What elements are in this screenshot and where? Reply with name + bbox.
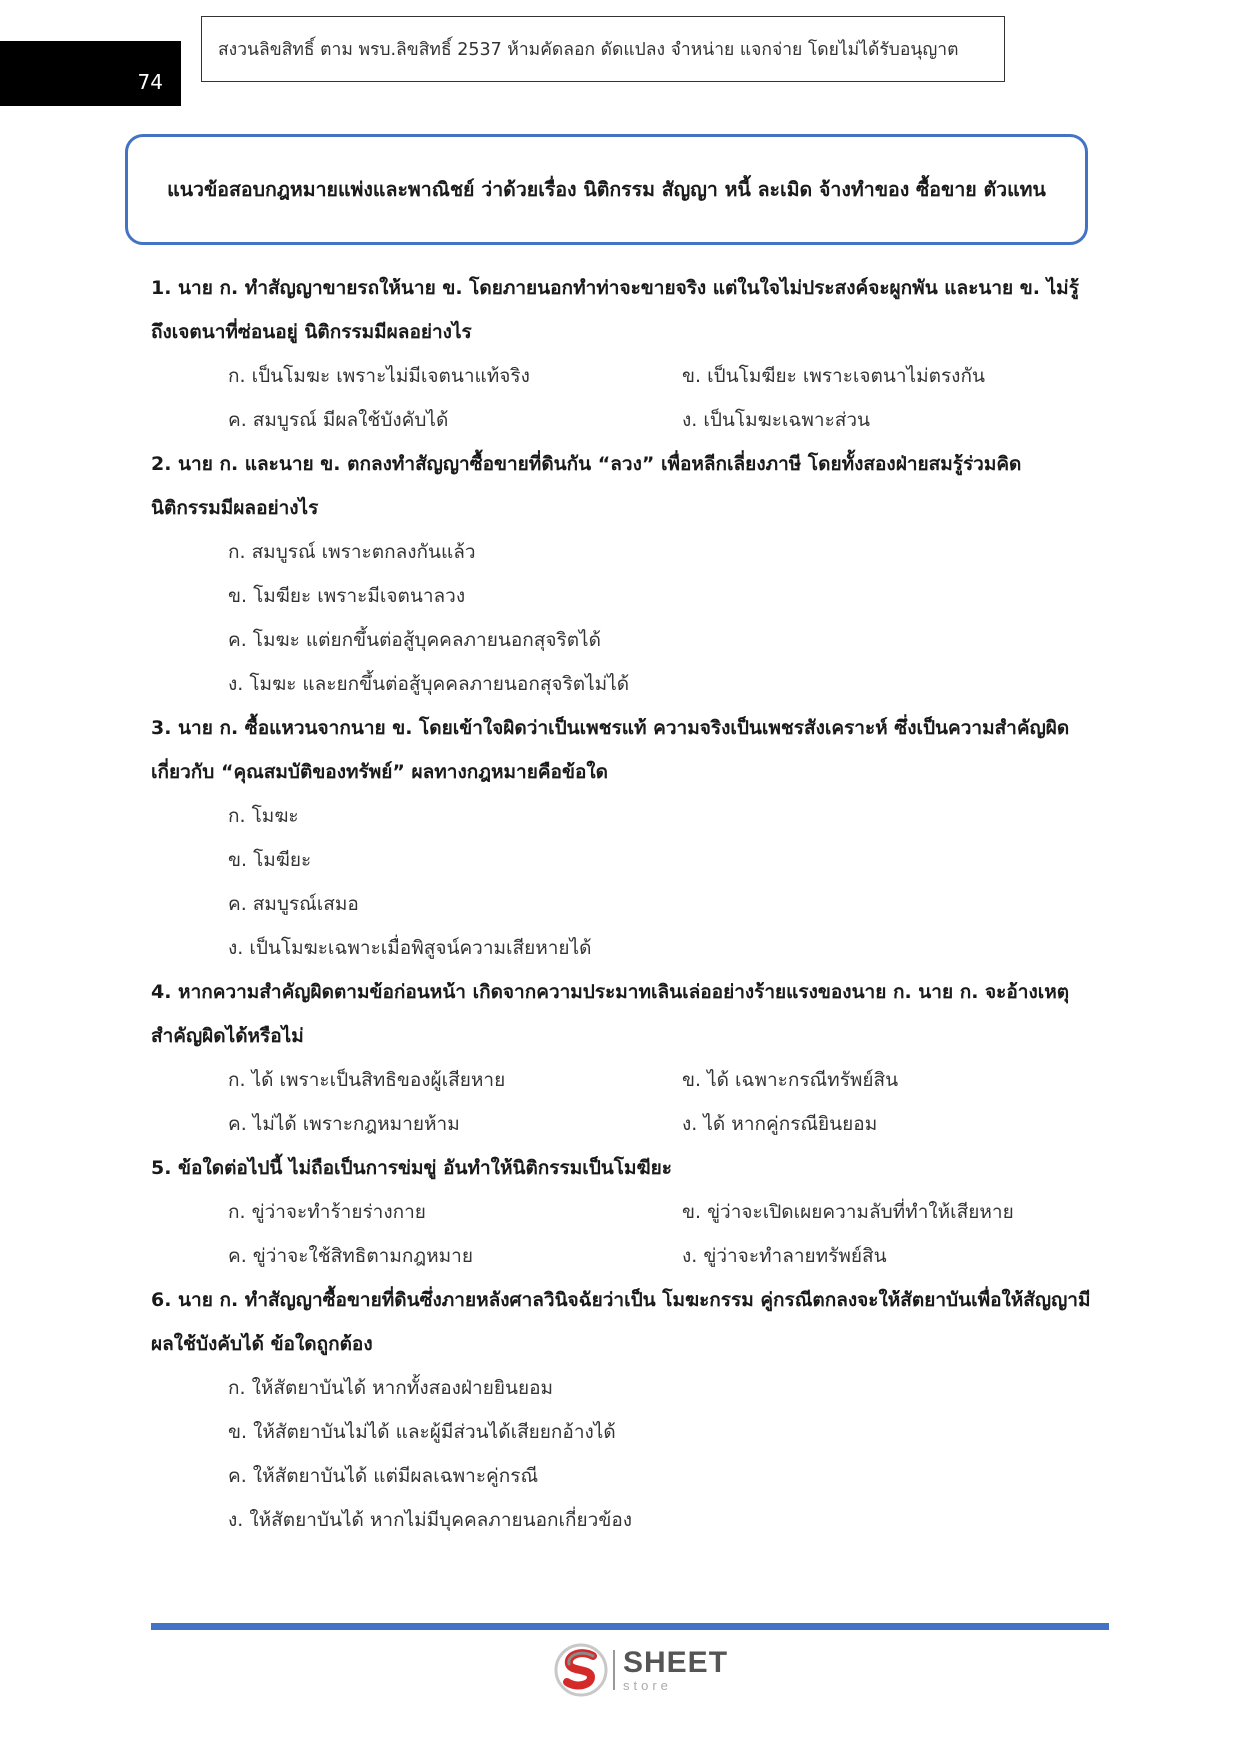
page-number-box [0,41,181,106]
section-title: แนวข้อสอบกฎหมายแพ่งและพาณิชย์ ว่าด้วยเรื่อง นิติกรรม สัญญา หนี้ ละเมิด จ้างทำของ ซื้อขาย ตัวแทน [167,177,1046,201]
page-number: 74 [137,70,163,94]
option: ก. เป็นโมฆะ เพราะไม่มีเจตนาแท้จริง [228,365,530,387]
option: ง. ให้สัตยาบันได้ หากไม่มีบุคคลภายนอกเกี่ยวข้อง [228,1509,633,1531]
options-row [151,1058,1091,1102]
option: ค. ขู่ว่าจะใช้สิทธิตามกฎหมาย [228,1245,473,1267]
option: ง. เป็นโมฆะเฉพาะเมื่อพิสูจน์ความเสียหายได้ [228,937,592,959]
option: ข. เป็นโมฆียะ เพราะเจตนาไม่ตรงกัน [682,365,985,387]
options-row [151,1102,1091,1146]
option: ก. ให้สัตยาบันได้ หากทั้งสองฝ่ายยินยอม [228,1377,554,1399]
question-5: 5. ข้อใดต่อไปนี้ ไม่ถือเป็นการข่มขู่ อันทำให้นิติกรรมเป็นโมฆียะ [151,1157,672,1179]
question-list [151,266,1091,1542]
option: ข. โมฆียะ เพราะมีเจตนาลวง [228,585,466,607]
question-3: 3. นาย ก. ซื้อแหวนจากนาย ข. โดยเข้าใจผิดว่าเป็นเพชรแท้ ความจริงเป็นเพชรสังเคราะห์ ซึ่งเป็นความสำคัญผิดเกี่ยวกับ “คุณสมบัติของทรัพย์” ผลทางกฎหมายคือข้อใด [151,717,1070,783]
logo-text [623,1648,728,1692]
option: ข. ให้สัตยาบันไม่ได้ และผู้มีส่วนได้เสียยกอ้างได้ [228,1421,616,1443]
option: ง. เป็นโมฆะเฉพาะส่วน [682,409,871,431]
section-title-box [125,134,1088,245]
option: ง. โมฆะ และยกขึ้นต่อสู้บุคคลภายนอกสุจริตไม่ได้ [228,673,630,695]
question-4: 4. หากความสำคัญผิดตามข้อก่อนหน้า เกิดจากความประมาทเลินเล่ออย่างร้ายแรงของนาย ก. นาย ก. จะอ้างเหตุสำคัญผิดได้หรือไม่ [151,981,1070,1047]
options-row [151,1190,1091,1234]
option: ค. สมบูรณ์เสมอ [228,893,359,915]
question-6: 6. นาย ก. ทำสัญญาซื้อขายที่ดินซึ่งภายหลังศาลวินิจฉัยว่าเป็น โมฆะกรรม คู่กรณีตกลงจะให้สัตยาบันเพื่อให้สัญญามีผลใช้บังคับได้ ข้อใดถูกต้อง [151,1289,1091,1355]
sheet-s-logo-icon [553,1642,609,1698]
logo-subtext: store [623,1678,672,1693]
option: ค. สมบูรณ์ มีผลใช้บังคับได้ [228,409,449,431]
option: ข. โมฆียะ [228,849,312,871]
option: ก. ขู่ว่าจะทำร้ายร่างกาย [228,1201,426,1223]
logo-divider [613,1650,615,1690]
option: ค. โมฆะ แต่ยกขึ้นต่อสู้บุคคลภายนอกสุจริตได้ [228,629,601,651]
options-row [151,398,1091,442]
copyright-notice: สงวนลิขสิทธิ์ ตาม พรบ.ลิขสิทธิ์ 2537 ห้ามคัดลอก ดัดแปลง จำหน่าย แจกจ่าย โดยไม่ได้รับอนุญาต [201,16,1005,82]
question-2: 2. นาย ก. และนาย ข. ตกลงทำสัญญาซื้อขายที่ดินกัน “ลวง” เพื่อหลีกเลี่ยงภาษี โดยทั้งสองฝ่ายสมรู้ร่วมคิด นิติกรรมมีผลอย่างไร [151,453,1022,519]
options-row [151,1234,1091,1278]
option: ง. ขู่ว่าจะทำลายทรัพย์สิน [682,1245,887,1267]
logo-wordmark: SHEET [623,1646,729,1679]
option: ก. ได้ เพราะเป็นสิทธิของผู้เสียหาย [228,1069,506,1091]
option: ข. ได้ เฉพาะกรณีทรัพย์สิน [682,1069,899,1091]
question-1: 1. นาย ก. ทำสัญญาขายรถให้นาย ข. โดยภายนอกทำท่าจะขายจริง แต่ในใจไม่ประสงค์จะผูกพัน และนาย ข. ไม่รู้ถึงเจตนาที่ซ่อนอยู่ นิติกรรมมีผลอย่างไร [151,277,1079,343]
footer-divider [151,1623,1109,1630]
option: ค. ไม่ได้ เพราะกฎหมายห้าม [228,1113,460,1135]
option: ก. โมฆะ [228,805,299,827]
option: ง. ได้ หากคู่กรณียินยอม [682,1113,878,1135]
option: ข. ขู่ว่าจะเปิดเผยความลับที่ทำให้เสียหาย [682,1201,1014,1223]
sheet-store-logo [553,1642,728,1698]
option: ค. ให้สัตยาบันได้ แต่มีผลเฉพาะคู่กรณี [228,1465,539,1487]
option: ก. สมบูรณ์ เพราะตกลงกันแล้ว [228,541,476,563]
options-row [151,354,1091,398]
